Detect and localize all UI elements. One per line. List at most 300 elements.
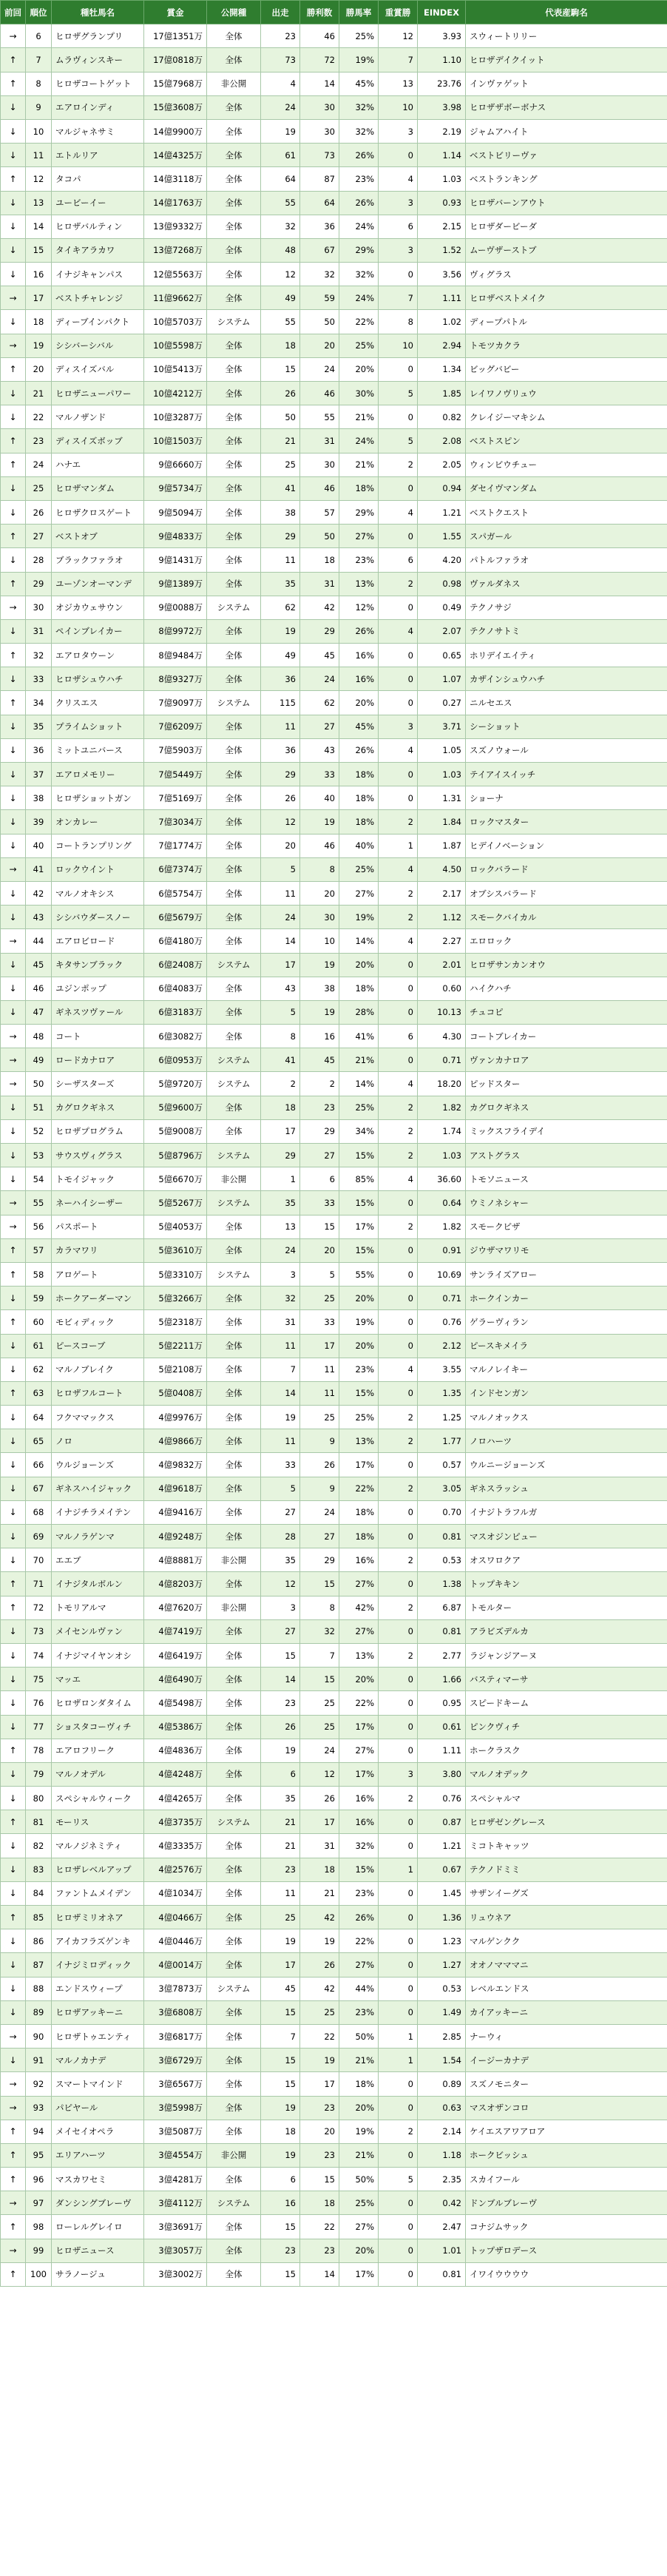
representative-offspring-cell[interactable]: スモークピザ xyxy=(466,1215,667,1238)
stallion-name-cell[interactable]: ヒロザトゥエンティ xyxy=(52,2024,144,2048)
wins-cell: 11 xyxy=(300,1381,339,1405)
representative-offspring-cell[interactable]: チュコピ xyxy=(466,1000,667,1024)
representative-offspring-cell[interactable]: ヒロザサンカンオウ xyxy=(466,953,667,977)
stallion-name-cell[interactable]: コート xyxy=(52,1025,144,1048)
stallion-name-cell[interactable]: トモイジャック xyxy=(52,1167,144,1191)
stallion-name-cell[interactable]: ダンシングブレーヴ xyxy=(52,2191,144,2215)
previous-rank-arrow: ↑ xyxy=(1,2120,26,2143)
stallion-name-cell[interactable]: サラノージュ xyxy=(52,2262,144,2286)
representative-offspring-cell[interactable]: ロックマスター xyxy=(466,810,667,834)
starters-cell: 25 xyxy=(261,453,300,476)
wins-cell: 20 xyxy=(300,334,339,357)
header-rank[interactable]: 順位 xyxy=(26,1,52,24)
win-rate-cell: 20% xyxy=(339,357,379,381)
previous-rank-arrow: ↑ xyxy=(1,691,26,715)
representative-offspring-cell[interactable]: マルノレイキー xyxy=(466,1358,667,1381)
representative-offspring-cell[interactable]: ノロハーツ xyxy=(466,1429,667,1453)
wins-cell: 31 xyxy=(300,1834,339,1858)
previous-rank-arrow: ↓ xyxy=(1,1334,26,1358)
representative-offspring-cell[interactable]: ピッドスター xyxy=(466,1072,667,1096)
win-rate-cell: 19% xyxy=(339,1310,379,1334)
representative-offspring-cell[interactable]: カイアッキーニ xyxy=(466,2000,667,2024)
eindex-cell: 0.57 xyxy=(418,1453,466,1477)
table-row xyxy=(1,1048,667,1072)
rank-cell: 20 xyxy=(26,357,52,381)
stallion-name-cell[interactable]: エアロフリーク xyxy=(52,1739,144,1762)
previous-rank-arrow: ↑ xyxy=(1,2262,26,2286)
representative-offspring-cell[interactable]: ピンクヴィチ xyxy=(466,1715,667,1739)
win-rate-cell: 32% xyxy=(339,119,379,143)
representative-offspring-cell[interactable]: スモークバイカル xyxy=(466,906,667,929)
header-stallion-name[interactable]: 種牡馬名 xyxy=(52,1,144,24)
representative-offspring-cell[interactable]: ロックバラード xyxy=(466,857,667,881)
representative-offspring-cell[interactable]: ヒロザデイクイット xyxy=(466,48,667,72)
visibility-cell: 非公開 xyxy=(207,72,261,95)
stallion-name-cell[interactable]: ホークアーダーマン xyxy=(52,1287,144,1310)
prize-money-cell: 9億1389万 xyxy=(144,572,207,596)
visibility-cell: 全体 xyxy=(207,144,261,167)
representative-offspring-cell[interactable]: トモツカクラ xyxy=(466,334,667,357)
stallion-name-cell[interactable]: シシバウダースノー xyxy=(52,906,144,929)
stallion-name-cell[interactable]: ディスイズバル xyxy=(52,357,144,381)
stallion-name-cell[interactable]: ノロ xyxy=(52,1429,144,1453)
starters-cell: 15 xyxy=(261,2262,300,2286)
stallion-name-cell[interactable]: スペシャルウィーク xyxy=(52,1787,144,1810)
eindex-cell: 2.14 xyxy=(418,2120,466,2143)
representative-offspring-cell[interactable]: ベストビリーヴァ xyxy=(466,144,667,167)
visibility-cell: 全体 xyxy=(207,1572,261,1596)
rank-cell: 16 xyxy=(26,263,52,286)
rank-cell: 99 xyxy=(26,2239,52,2262)
visibility-cell: 全体 xyxy=(207,95,261,119)
previous-rank-arrow: → xyxy=(1,2072,26,2096)
graded-wins-cell: 4 xyxy=(379,1072,418,1096)
stallion-name-cell[interactable]: メイセイオペラ xyxy=(52,2120,144,2143)
representative-offspring-cell[interactable]: マルノオックス xyxy=(466,1406,667,1429)
representative-offspring-cell[interactable]: ビッグバビー xyxy=(466,357,667,381)
stallion-name-cell[interactable]: ヒロザレベルアップ xyxy=(52,1858,144,1881)
representative-offspring-cell[interactable]: ヒロザバーンアウト xyxy=(466,191,667,215)
win-rate-cell: 13% xyxy=(339,1643,379,1667)
stallion-name-cell[interactable]: エアロメモリー xyxy=(52,763,144,786)
wins-cell: 17 xyxy=(300,1334,339,1358)
representative-offspring-cell[interactable]: スズノモニター xyxy=(466,2072,667,2096)
stallion-name-cell[interactable]: スマートマインド xyxy=(52,2072,144,2096)
win-rate-cell: 23% xyxy=(339,1358,379,1381)
stallion-name-cell[interactable]: オジカウェサウン xyxy=(52,596,144,619)
header-starters[interactable]: 出走 xyxy=(261,1,300,24)
previous-rank-arrow: ↓ xyxy=(1,881,26,905)
eindex-cell: 0.93 xyxy=(418,191,466,215)
stallion-name-cell[interactable]: シーザスターズ xyxy=(52,1072,144,1096)
representative-offspring-cell[interactable]: イージーカナデ xyxy=(466,2049,667,2072)
stallion-name-cell[interactable]: ヒロザシュウハチ xyxy=(52,667,144,691)
stallion-name-cell[interactable]: ピースコーブ xyxy=(52,1334,144,1358)
representative-offspring-cell[interactable]: ミックスフライデイ xyxy=(466,1119,667,1143)
wins-cell: 9 xyxy=(300,1477,339,1500)
stallion-name-cell[interactable]: エアロタウーン xyxy=(52,644,144,667)
representative-offspring-cell[interactable]: ヒロザゼングレース xyxy=(466,1810,667,1834)
rank-cell: 23 xyxy=(26,429,52,453)
rank-cell: 60 xyxy=(26,1310,52,1334)
starters-cell: 21 xyxy=(261,1810,300,1834)
starters-cell: 8 xyxy=(261,1025,300,1048)
stallion-name-cell[interactable]: エエブ xyxy=(52,1548,144,1572)
stallion-name-cell[interactable]: ギネスハイジャック xyxy=(52,1477,144,1500)
representative-offspring-cell[interactable]: ショーナ xyxy=(466,786,667,810)
representative-offspring-cell[interactable]: レイワノヴリュウ xyxy=(466,382,667,405)
representative-offspring-cell[interactable]: オオノマママニ xyxy=(466,1953,667,1977)
stallion-name-cell[interactable]: ヒロザフルコート xyxy=(52,1381,144,1405)
stallion-name-cell[interactable]: イナジマイヤンオシ xyxy=(52,1643,144,1667)
representative-offspring-cell[interactable]: オスワロクア xyxy=(466,1548,667,1572)
stallion-name-cell[interactable]: ヒロザミリオネア xyxy=(52,1906,144,1929)
representative-offspring-cell[interactable]: ナーウィ xyxy=(466,2024,667,2048)
representative-offspring-cell[interactable]: コナジムサック xyxy=(466,2215,667,2239)
stallion-name-cell[interactable]: プライムショット xyxy=(52,715,144,738)
eindex-cell: 1.34 xyxy=(418,357,466,381)
starters-cell: 17 xyxy=(261,1119,300,1143)
stallion-name-cell[interactable]: パスポート xyxy=(52,1215,144,1238)
win-rate-cell: 17% xyxy=(339,1215,379,1238)
stallion-name-cell[interactable]: ヒロザクロスゲート xyxy=(52,500,144,524)
representative-offspring-cell[interactable]: テクノサジ xyxy=(466,596,667,619)
stallion-name-cell[interactable]: ロードカナロア xyxy=(52,1048,144,1072)
stallion-name-cell[interactable]: オンカレー xyxy=(52,810,144,834)
header-previous-rank[interactable]: 前回 xyxy=(1,1,26,24)
representative-offspring-cell[interactable]: ラジャンジアーヌ xyxy=(466,1643,667,1667)
rank-cell: 42 xyxy=(26,881,52,905)
win-rate-cell: 23% xyxy=(339,167,379,191)
rank-cell: 12 xyxy=(26,167,52,191)
representative-offspring-cell[interactable]: イナジトラフルガ xyxy=(466,1500,667,1524)
stallion-name-cell[interactable]: パピヤール xyxy=(52,2096,144,2120)
representative-offspring-cell[interactable]: マルゲンクク xyxy=(466,1929,667,1953)
representative-offspring-cell[interactable]: ピースキメイラ xyxy=(466,1334,667,1358)
representative-offspring-cell[interactable]: テイアイスイッチ xyxy=(466,763,667,786)
visibility-cell: 全体 xyxy=(207,2096,261,2120)
stallion-name-cell[interactable]: ブラックファラオ xyxy=(52,548,144,572)
representative-offspring-cell[interactable]: インヴァゲット xyxy=(466,72,667,95)
prize-money-cell: 6億2408万 xyxy=(144,953,207,977)
stallion-name-cell[interactable]: モーリス xyxy=(52,1810,144,1834)
graded-wins-cell: 12 xyxy=(379,24,418,48)
wins-cell: 33 xyxy=(300,763,339,786)
wins-cell: 20 xyxy=(300,2120,339,2143)
table-row xyxy=(1,810,667,834)
stallion-name-cell[interactable]: マルノブレイク xyxy=(52,1358,144,1381)
win-rate-cell: 18% xyxy=(339,1500,379,1524)
stallion-name-cell[interactable]: イナジミロディック xyxy=(52,1953,144,1977)
previous-rank-arrow: ↓ xyxy=(1,263,26,286)
graded-wins-cell: 0 xyxy=(379,1715,418,1739)
stallion-name-cell[interactable]: ヒロザプログラム xyxy=(52,1119,144,1143)
stallion-name-cell[interactable]: ヒロザバルティン xyxy=(52,215,144,238)
prize-money-cell: 4億0466万 xyxy=(144,1906,207,1929)
representative-offspring-cell[interactable]: ヴィグラス xyxy=(466,263,667,286)
representative-offspring-cell[interactable]: ディープパトル xyxy=(466,310,667,334)
wins-cell: 17 xyxy=(300,2072,339,2096)
stallion-name-cell[interactable]: カラマワリ xyxy=(52,1238,144,1262)
stallion-name-cell[interactable]: イナジタルボルン xyxy=(52,1572,144,1596)
representative-offspring-cell[interactable]: ジウザマワリモ xyxy=(466,1238,667,1262)
previous-rank-arrow: ↑ xyxy=(1,1310,26,1334)
stallion-name-cell[interactable]: ヒロザアッキーニ xyxy=(52,2000,144,2024)
stallion-name-cell[interactable]: ユジンポップ xyxy=(52,977,144,1000)
stallion-name-cell[interactable]: ショスタコーヴィチ xyxy=(52,1715,144,1739)
representative-offspring-cell[interactable]: ジャムアハイト xyxy=(466,119,667,143)
stallion-name-cell[interactable]: ギネスツヴァール xyxy=(52,1000,144,1024)
stallion-name-cell[interactable]: エアロインディ xyxy=(52,95,144,119)
representative-offspring-cell[interactable]: ベストランキング xyxy=(466,167,667,191)
stallion-name-cell[interactable]: ヒロザニューパワー xyxy=(52,382,144,405)
representative-offspring-cell[interactable]: クレイジーマキシム xyxy=(466,405,667,429)
representative-offspring-cell[interactable]: マルノオデック xyxy=(466,1762,667,1786)
eindex-cell: 36.60 xyxy=(418,1167,466,1191)
representative-offspring-cell[interactable]: ダセイヴマンダム xyxy=(466,476,667,500)
stallion-name-cell[interactable]: ネーハイシーザー xyxy=(52,1191,144,1215)
win-rate-cell: 26% xyxy=(339,191,379,215)
stallion-name-cell[interactable]: メイセンルヴァン xyxy=(52,1619,144,1643)
stallion-name-cell[interactable]: エンドスウィープ xyxy=(52,1977,144,2000)
previous-rank-arrow: ↓ xyxy=(1,1525,26,1548)
stallion-name-cell[interactable]: エリアハーツ xyxy=(52,2143,144,2167)
representative-offspring-cell[interactable]: ドンブルブレーヴ xyxy=(466,2191,667,2215)
representative-offspring-cell[interactable]: スピードキーム xyxy=(466,1691,667,1715)
representative-offspring-cell[interactable]: ヒロザベストメイク xyxy=(466,286,667,310)
eindex-cell: 10.69 xyxy=(418,1262,466,1286)
stallion-name-cell[interactable]: ヒロザロンダタイム xyxy=(52,1691,144,1715)
stallion-name-cell[interactable]: ディーブインパクト xyxy=(52,310,144,334)
representative-offspring-cell[interactable]: ヴァルダネス xyxy=(466,572,667,596)
stallion-name-cell[interactable]: サウスヴィグラス xyxy=(52,1144,144,1167)
win-rate-cell: 19% xyxy=(339,48,379,72)
starters-cell: 35 xyxy=(261,1191,300,1215)
representative-offspring-cell[interactable]: トモソニュース xyxy=(466,1167,667,1191)
representative-offspring-cell[interactable]: テクノドミミ xyxy=(466,1858,667,1881)
representative-offspring-cell[interactable]: ムーヴザーストブ xyxy=(466,238,667,262)
representative-offspring-cell[interactable]: トップザロデース xyxy=(466,2239,667,2262)
prize-money-cell: 4億4265万 xyxy=(144,1787,207,1810)
stallion-name-cell[interactable]: ムラヴィンスキー xyxy=(52,48,144,72)
stallion-name-cell[interactable]: ベストオブ xyxy=(52,525,144,548)
representative-offspring-cell[interactable]: ミコトキャッツ xyxy=(466,1834,667,1858)
win-rate-cell: 32% xyxy=(339,1834,379,1858)
representative-offspring-cell[interactable]: コートブレイカー xyxy=(466,1025,667,1048)
representative-offspring-cell[interactable]: ベストクエスト xyxy=(466,500,667,524)
graded-wins-cell: 2 xyxy=(379,1596,418,1619)
eindex-cell: 1.27 xyxy=(418,1953,466,1977)
representative-offspring-cell[interactable]: エロロック xyxy=(466,929,667,953)
stallion-name-cell[interactable]: マルノジネミティ xyxy=(52,1834,144,1858)
stallion-name-cell[interactable]: ベストチャレンジ xyxy=(52,286,144,310)
representative-offspring-cell[interactable]: テクノサトミ xyxy=(466,619,667,643)
wins-cell: 12 xyxy=(300,1762,339,1786)
stallion-name-cell[interactable]: ウルジョーンズ xyxy=(52,1453,144,1477)
stallion-name-cell[interactable]: フクママックス xyxy=(52,1406,144,1429)
representative-offspring-cell[interactable]: ハイクハチ xyxy=(466,977,667,1000)
stallion-name-cell[interactable]: タイキアラカワ xyxy=(52,238,144,262)
prize-money-cell: 4億9618万 xyxy=(144,1477,207,1500)
visibility-cell: 全体 xyxy=(207,119,261,143)
table-row xyxy=(1,763,667,786)
visibility-cell: 全体 xyxy=(207,1358,261,1381)
stallion-name-cell[interactable]: イナジキャンパス xyxy=(52,263,144,286)
stallion-name-cell[interactable]: マッエ xyxy=(52,1668,144,1691)
representative-offspring-cell[interactable]: サンライズアロー xyxy=(466,1262,667,1286)
starters-cell: 36 xyxy=(261,738,300,762)
eindex-cell: 1.55 xyxy=(418,525,466,548)
stallion-name-cell[interactable]: キタサンブラック xyxy=(52,953,144,977)
stallion-name-cell[interactable]: マルジャネサミ xyxy=(52,119,144,143)
stallion-name-cell[interactable]: コートランプリング xyxy=(52,834,144,857)
representative-offspring-cell[interactable]: ホークインカー xyxy=(466,1287,667,1310)
starters-cell: 19 xyxy=(261,119,300,143)
table-row xyxy=(1,667,667,691)
win-rate-cell: 12% xyxy=(339,596,379,619)
representative-offspring-cell[interactable]: イワイウウウウ xyxy=(466,2262,667,2286)
stallion-name-cell[interactable]: マルノオキシス xyxy=(52,881,144,905)
representative-offspring-cell[interactable]: カグロクギネス xyxy=(466,1096,667,1119)
starters-cell: 20 xyxy=(261,834,300,857)
representative-offspring-cell[interactable]: アラビズデルカ xyxy=(466,1619,667,1643)
representative-offspring-cell[interactable]: バスティマーサ xyxy=(466,1668,667,1691)
representative-offspring-cell[interactable]: サザンイーグズ xyxy=(466,1881,667,1905)
stallion-name-cell[interactable]: クリスエス xyxy=(52,691,144,715)
stallion-name-cell[interactable]: ユービーイー xyxy=(52,191,144,215)
representative-offspring-cell[interactable]: トモルター xyxy=(466,1596,667,1619)
representative-offspring-cell[interactable]: スウィートリリー xyxy=(466,24,667,48)
wins-cell: 42 xyxy=(300,1906,339,1929)
stallion-name-cell[interactable]: ヒロザニュース xyxy=(52,2239,144,2262)
representative-offspring-cell[interactable]: ホリデイエイティ xyxy=(466,644,667,667)
win-rate-cell: 13% xyxy=(339,572,379,596)
representative-offspring-cell[interactable]: トップキキン xyxy=(466,1572,667,1596)
stallion-name-cell[interactable]: ミットユニバース xyxy=(52,738,144,762)
header-win-rate[interactable]: 勝馬率 xyxy=(339,1,379,24)
wins-cell: 29 xyxy=(300,619,339,643)
header-graded-wins[interactable]: 重賞勝 xyxy=(379,1,418,24)
stallion-name-cell[interactable]: マルノカナデ xyxy=(52,2049,144,2072)
header-visibility[interactable]: 公開種 xyxy=(207,1,261,24)
representative-offspring-cell[interactable]: スズノウォール xyxy=(466,738,667,762)
table-row xyxy=(1,1834,667,1858)
stallion-name-cell[interactable]: ローレルグレイロ xyxy=(52,2215,144,2239)
table-row xyxy=(1,1810,667,1834)
eindex-cell: 0.91 xyxy=(418,1238,466,1262)
representative-offspring-cell[interactable]: マスオジンピュー xyxy=(466,1525,667,1548)
representative-offspring-cell[interactable]: カザインシュウハチ xyxy=(466,667,667,691)
stallion-name-cell[interactable]: ディスイズボッブ xyxy=(52,429,144,453)
visibility-cell: 全体 xyxy=(207,1500,261,1524)
starters-cell: 49 xyxy=(261,644,300,667)
stallion-name-cell[interactable]: アロゲート xyxy=(52,1262,144,1286)
win-rate-cell: 34% xyxy=(339,1119,379,1143)
representative-offspring-cell[interactable]: スカイフール xyxy=(466,2168,667,2191)
representative-offspring-cell[interactable]: シーショット xyxy=(466,715,667,738)
representative-offspring-cell[interactable]: インドセンガン xyxy=(466,1381,667,1405)
header-wins[interactable]: 勝利数 xyxy=(300,1,339,24)
representative-offspring-cell[interactable]: パトルファラオ xyxy=(466,548,667,572)
stallion-name-cell[interactable]: タコパ xyxy=(52,167,144,191)
stallion-name-cell[interactable]: ロックウイント xyxy=(52,857,144,881)
representative-offspring-cell[interactable]: ヴァンカナロア xyxy=(466,1048,667,1072)
representative-offspring-cell[interactable]: オブシスバラード xyxy=(466,881,667,905)
stallion-name-cell[interactable]: イナジチラメイテン xyxy=(52,1500,144,1524)
stallion-name-cell[interactable]: ヒロザショットガン xyxy=(52,786,144,810)
stallion-name-cell[interactable]: エトルリア xyxy=(52,144,144,167)
representative-offspring-cell[interactable]: マスオザンコロ xyxy=(466,2096,667,2120)
starters-cell: 73 xyxy=(261,48,300,72)
rank-cell: 72 xyxy=(26,1596,52,1619)
representative-offspring-cell[interactable]: ホークビッシュ xyxy=(466,2143,667,2167)
graded-wins-cell: 0 xyxy=(379,763,418,786)
stallion-name-cell[interactable]: マルノオデル xyxy=(52,1762,144,1786)
representative-offspring-cell[interactable]: レベルエンドス xyxy=(466,1977,667,2000)
header-prize-money[interactable]: 賞金 xyxy=(144,1,207,24)
visibility-cell: 全体 xyxy=(207,405,261,429)
stallion-name-cell[interactable]: カグロクギネス xyxy=(52,1096,144,1119)
stallion-name-cell[interactable]: ペインブレイカー xyxy=(52,619,144,643)
stallion-name-cell[interactable]: アイカフラズゲンキ xyxy=(52,1929,144,1953)
representative-offspring-cell[interactable]: ウィンビウチュー xyxy=(466,453,667,476)
stallion-name-cell[interactable]: ヒロザマンダム xyxy=(52,476,144,500)
representative-offspring-cell[interactable]: ヒロザダービーダ xyxy=(466,215,667,238)
eindex-cell: 2.77 xyxy=(418,1643,466,1667)
stallion-name-cell[interactable]: シシバーシバル xyxy=(52,334,144,357)
representative-offspring-cell[interactable]: アストグラス xyxy=(466,1144,667,1167)
stallion-name-cell[interactable]: モビィディック xyxy=(52,1310,144,1334)
win-rate-cell: 20% xyxy=(339,1668,379,1691)
stallion-name-cell[interactable]: マスカワセミ xyxy=(52,2168,144,2191)
representative-offspring-cell[interactable]: スパガール xyxy=(466,525,667,548)
stallion-name-cell[interactable]: エアロビロード xyxy=(52,929,144,953)
representative-offspring-cell[interactable]: ウミノネシャー xyxy=(466,1191,667,1215)
representative-offspring-cell[interactable]: ベストスピン xyxy=(466,429,667,453)
representative-offspring-cell[interactable]: スペシャルマ xyxy=(466,1787,667,1810)
representative-offspring-cell[interactable]: ホークラスク xyxy=(466,1739,667,1762)
win-rate-cell: 17% xyxy=(339,1715,379,1739)
stallion-name-cell[interactable]: トモリアルマ xyxy=(52,1596,144,1619)
starters-cell: 26 xyxy=(261,382,300,405)
representative-offspring-cell[interactable]: ギネスラッシュ xyxy=(466,1477,667,1500)
win-rate-cell: 27% xyxy=(339,1619,379,1643)
representative-offspring-cell[interactable]: ニルセエス xyxy=(466,691,667,715)
stallion-name-cell[interactable]: ユーゾンオーマンデ xyxy=(52,572,144,596)
stallion-name-cell[interactable]: マルノザンド xyxy=(52,405,144,429)
representative-offspring-cell[interactable]: ゲラーヴィラン xyxy=(466,1310,667,1334)
rank-cell: 33 xyxy=(26,667,52,691)
header-eindex[interactable]: EINDEX xyxy=(418,1,466,24)
previous-rank-arrow: ↑ xyxy=(1,1572,26,1596)
header-representative-offspring[interactable]: 代表産駒名 xyxy=(466,1,667,24)
wins-cell: 72 xyxy=(300,48,339,72)
representative-offspring-cell[interactable]: リュウネア xyxy=(466,1906,667,1929)
prize-money-cell: 6億5754万 xyxy=(144,881,207,905)
representative-offspring-cell[interactable]: ヒロザザボーボナス xyxy=(466,95,667,119)
stallion-name-cell[interactable]: ファントムメイデン xyxy=(52,1881,144,1905)
stallion-name-cell[interactable]: ヒロザグランプリ xyxy=(52,24,144,48)
representative-offspring-cell[interactable]: ウルニージョーンズ xyxy=(466,1453,667,1477)
wins-cell: 31 xyxy=(300,429,339,453)
stallion-name-cell[interactable]: ハナエ xyxy=(52,453,144,476)
wins-cell: 18 xyxy=(300,1858,339,1881)
eindex-cell: 1.66 xyxy=(418,1668,466,1691)
representative-offspring-cell[interactable]: ケイエスアワアロア xyxy=(466,2120,667,2143)
stallion-name-cell[interactable]: ヒロザコートゲット xyxy=(52,72,144,95)
representative-offspring-cell[interactable]: ヒデイノベーション xyxy=(466,834,667,857)
stallion-name-cell[interactable]: マルノラゲンマ xyxy=(52,1525,144,1548)
